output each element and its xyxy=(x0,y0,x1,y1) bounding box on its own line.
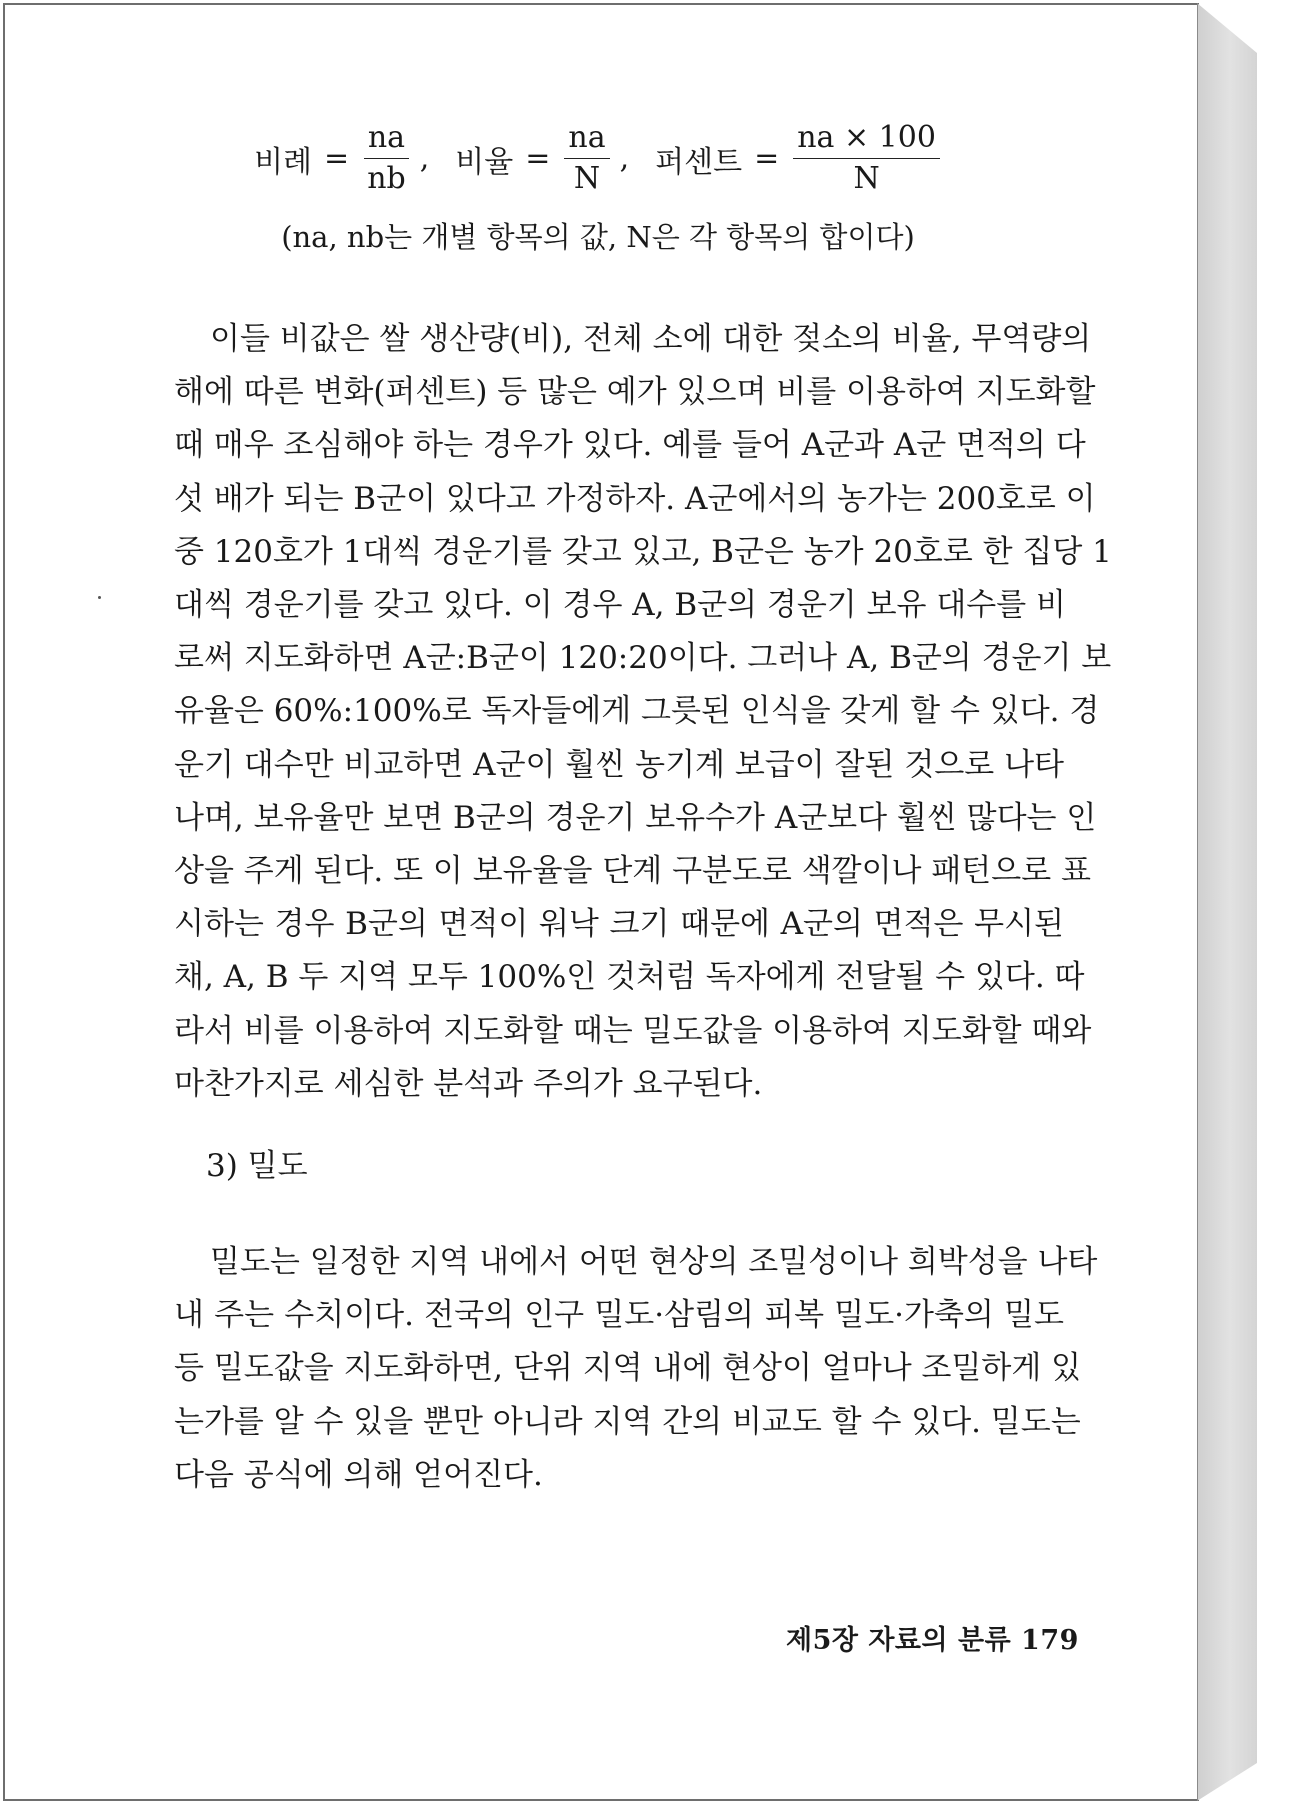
ratio-fraction xyxy=(363,120,410,197)
paragraph-density xyxy=(174,1236,1098,1502)
text-line: 운기 대수만 비교하면 A군이 훨씬 농기계 보급이 잘된 것으로 나타 xyxy=(174,746,1064,783)
equals-sign: = xyxy=(525,141,551,176)
formula-note: (na, nb는 개별 항목의 값, N은 각 항목의 합이다) xyxy=(281,220,915,254)
percent-fraction xyxy=(793,120,940,197)
paragraph-ratio xyxy=(174,313,1112,1111)
section-heading: 3) 밀도 xyxy=(206,1148,308,1184)
ratio-label: 비례 xyxy=(254,144,313,180)
text-line: 다음 공식에 의해 얻어진다. xyxy=(174,1456,543,1493)
text-line: 이들 비값은 쌀 생산량(비), 전체 소에 대한 젖소의 비율, 무역량의 xyxy=(210,321,1092,357)
percent-denominator: N xyxy=(853,161,880,196)
text-line: 유율은 60%:100%로 독자들에게 그릇된 인식을 갖게 할 수 있다. 경 xyxy=(174,693,1100,730)
page-footer: 제5장 자료의 분류 179 xyxy=(786,1625,1079,1656)
equals-sign: = xyxy=(754,141,780,176)
text-line: 마찬가지로 세심한 분석과 주의가 요구된다. xyxy=(174,1065,763,1102)
proportion-label: 비율 xyxy=(455,144,514,180)
text-line: 섯 배가 되는 B군이 있다고 가정하자. A군에서의 농가는 200호로 이 xyxy=(174,480,1096,517)
comma: , xyxy=(619,141,630,176)
text-line: 밀도는 일정한 지역 내에서 어떤 현상의 조밀성이나 희박성을 나타 xyxy=(210,1244,1098,1280)
equals-sign: = xyxy=(324,141,350,176)
ratio-denominator: nb xyxy=(367,161,406,196)
text-line: 등 밀도값을 지도화하면, 단위 지역 내에 현상이 얼마나 조밀하게 있 xyxy=(174,1350,1082,1387)
text-line: 라서 비를 이용하여 지도화할 때는 밀도값을 이용하여 지도화할 때와 xyxy=(174,1012,1092,1049)
text-line: 로써 지도화하면 A군:B군이 120:20이다. 그러나 A, B군의 경운기 보 xyxy=(174,640,1112,677)
text-line: 내 주는 수치이다. 전국의 인구 밀도·삼림의 피복 밀도·가축의 밀도 xyxy=(174,1297,1064,1334)
stray-mark xyxy=(98,596,101,599)
comma: , xyxy=(419,141,430,176)
proportion-numerator: na xyxy=(564,120,609,159)
text-line: 시하는 경우 B군의 면적이 워낙 크기 때문에 A군의 면적은 무시된 xyxy=(174,906,1064,943)
text-line: 는가를 알 수 있을 뿐만 아니라 지역 간의 비교도 할 수 있다. 밀도는 xyxy=(174,1403,1081,1440)
text-line: 나며, 보유율만 보면 B군의 경운기 보유수가 A군보다 훨씬 많다는 인 xyxy=(174,799,1097,836)
ratio-formulas xyxy=(0,120,1196,197)
proportion-denominator: N xyxy=(573,161,601,196)
text-line: 중 120호가 1대씩 경운기를 갖고 있고, B군은 농가 20호로 한 집당 1 xyxy=(174,533,1112,570)
percent-numerator: na × 100 xyxy=(793,120,940,159)
percent-label: 퍼센트 xyxy=(655,144,743,180)
text-line: 상을 주게 된다. 또 이 보유율을 단계 구분도로 색깔이나 패턴으로 표 xyxy=(174,853,1091,890)
page-stack-border xyxy=(1197,3,1257,1801)
text-line: 대씩 경운기를 갖고 있다. 이 경우 A, B군의 경운기 보유 대수를 비 xyxy=(174,587,1066,624)
text-line: 채, A, B 두 지역 모두 100%인 것처럼 독자에게 전달될 수 있다. 따 xyxy=(174,959,1085,996)
ratio-numerator: na xyxy=(364,120,409,159)
proportion-fraction xyxy=(564,120,609,197)
text-line: 해에 따른 변화(퍼센트) 등 많은 예가 있으며 비를 이용하여 지도화할 xyxy=(174,374,1096,411)
text-line: 때 매우 조심해야 하는 경우가 있다. 예를 들어 A군과 A군 면적의 다 xyxy=(174,427,1086,464)
